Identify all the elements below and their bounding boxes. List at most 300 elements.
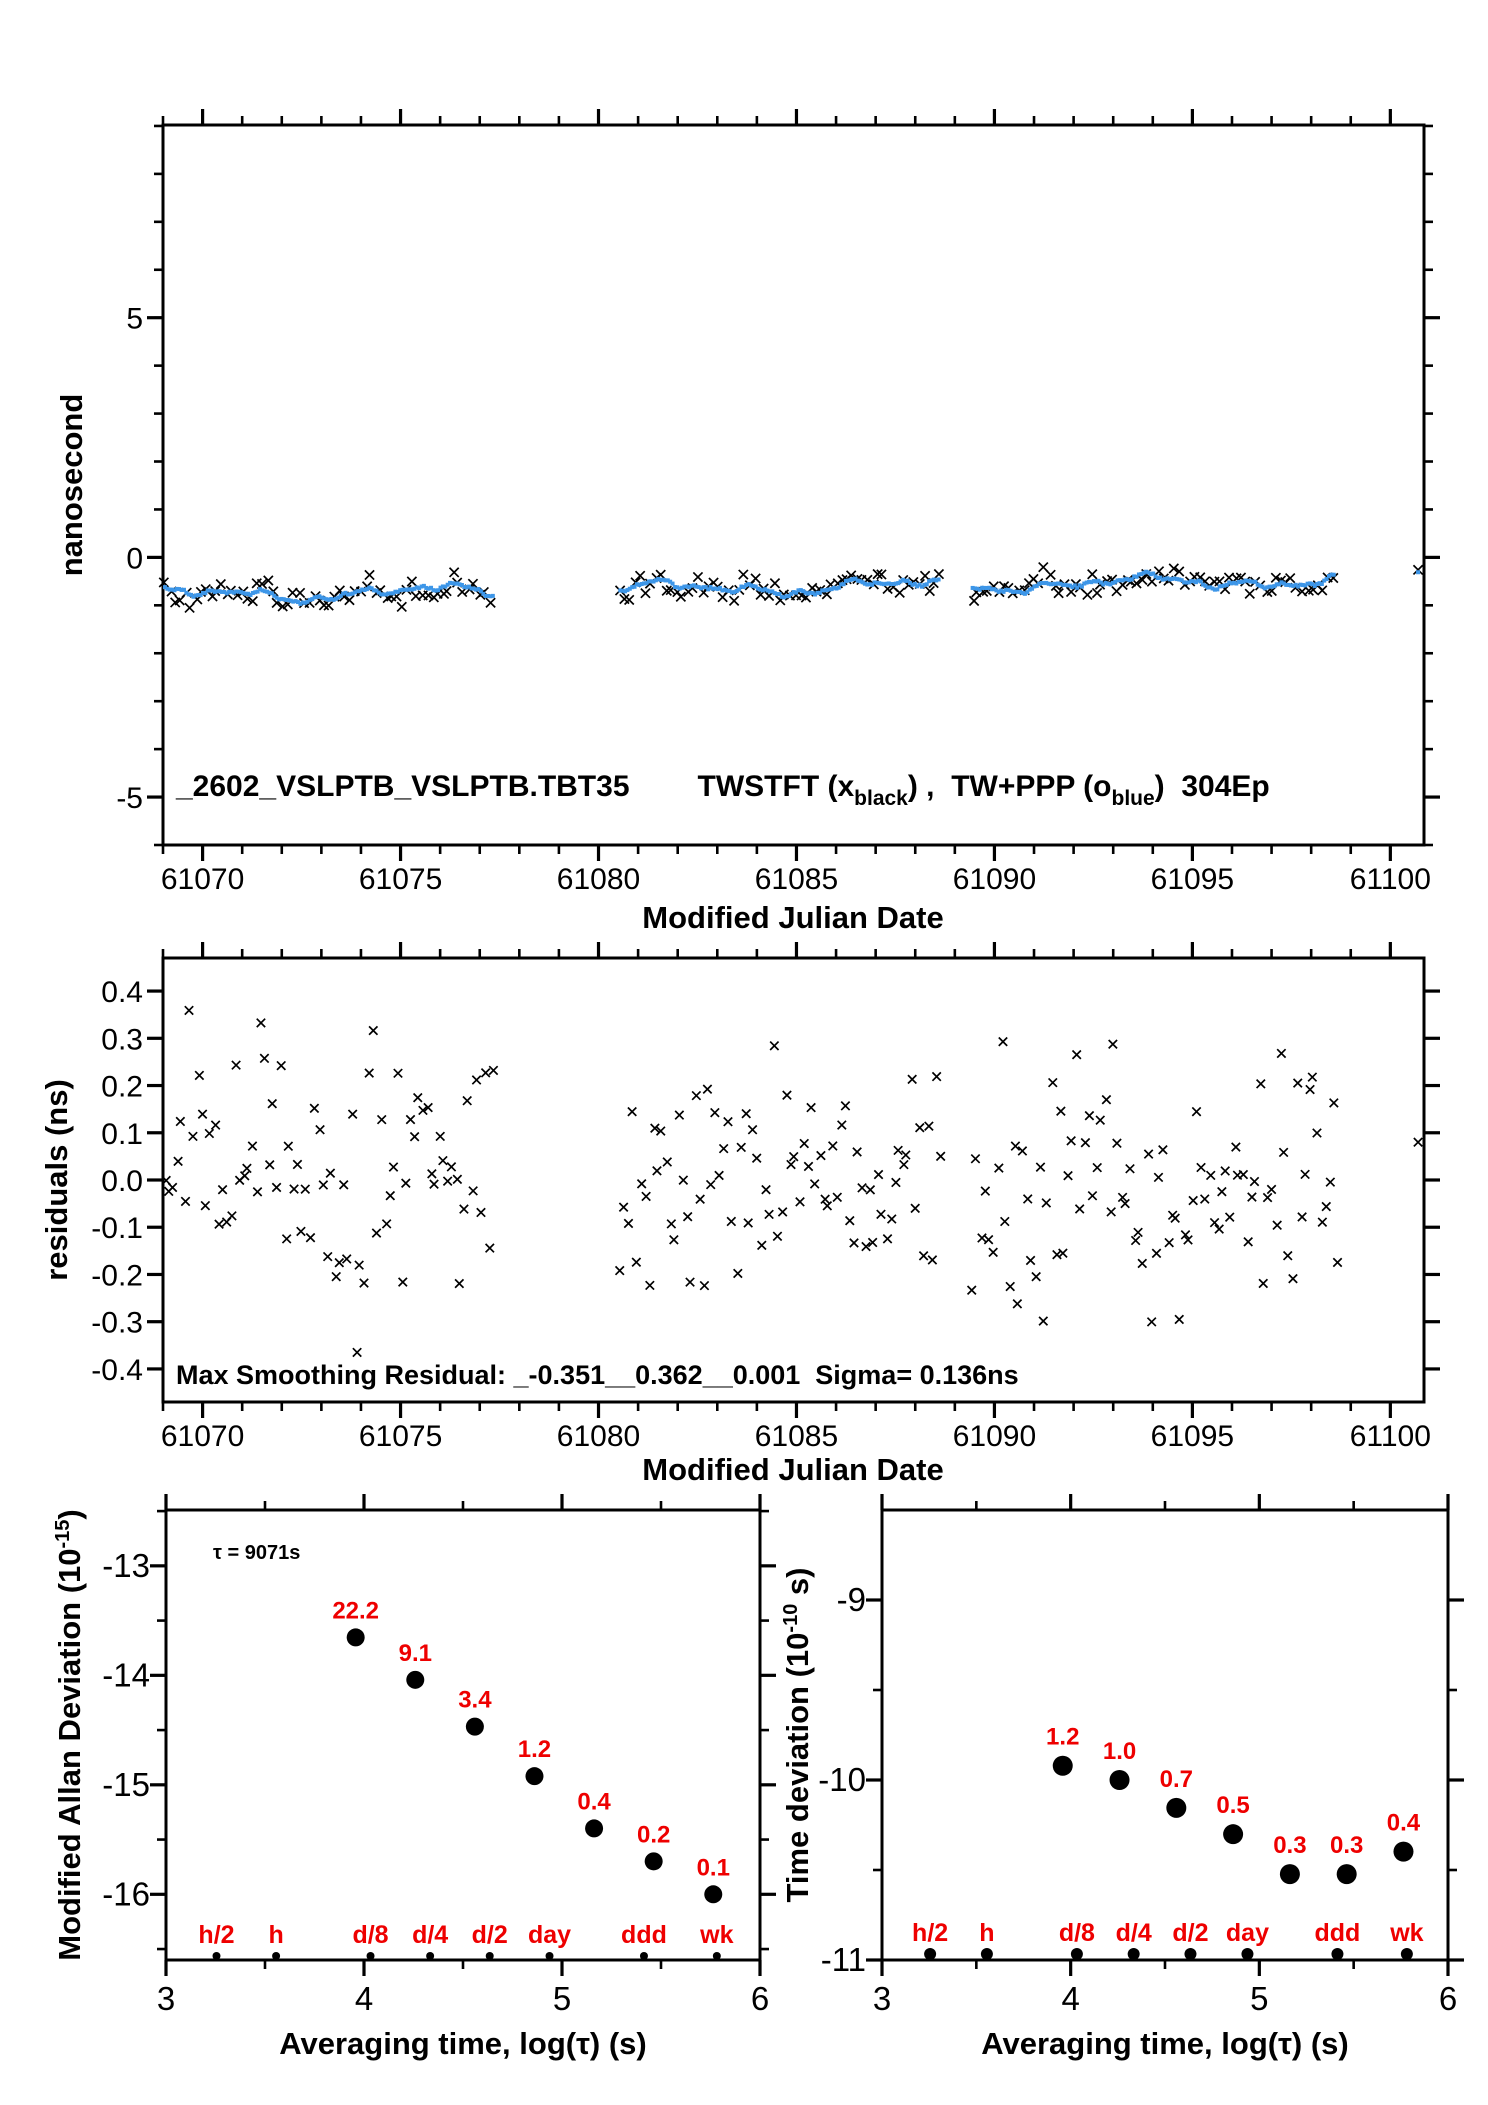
panel3-ylabel-text: Modified Allan Deviation (10 — [52, 1548, 87, 1961]
x-marker — [1088, 570, 1097, 579]
x-marker — [807, 1103, 815, 1111]
panel2-x-axis-label: Modified Julian Date — [642, 1452, 944, 1487]
x-marker — [739, 570, 748, 579]
panel1-title-twppp: ) , TW+PPP (o — [907, 770, 1112, 803]
x-marker — [181, 1197, 189, 1205]
x-marker — [888, 1215, 896, 1223]
value-label-1.0: 1.0 — [1102, 1738, 1137, 1765]
x-marker — [386, 1191, 394, 1199]
category-dot-d/4 — [1128, 1948, 1140, 1960]
x-marker — [894, 1146, 902, 1154]
x-marker — [1131, 1236, 1139, 1244]
x-marker — [1189, 1196, 1197, 1204]
x-marker — [778, 1208, 786, 1216]
x-marker — [372, 1229, 380, 1237]
axes-box — [166, 1510, 760, 1960]
data-point-9.1 — [406, 1671, 424, 1689]
x-marker — [436, 1132, 444, 1140]
x-marker — [1075, 1205, 1083, 1213]
tick-label: 61075 — [358, 1420, 443, 1453]
x-marker — [228, 1212, 236, 1220]
data-point-1.0 — [1110, 1770, 1130, 1790]
x-marker — [205, 1129, 213, 1137]
panel1-title-filename: _2602_VSLPTB_VSLPTB.TBT35 — [176, 770, 630, 803]
category-label-h: h — [979, 1919, 995, 1947]
x-marker — [683, 1212, 691, 1220]
x-marker — [853, 1148, 861, 1156]
x-marker — [241, 1172, 249, 1180]
tick-label: -5 — [116, 782, 143, 816]
x-marker — [365, 570, 374, 579]
x-marker — [1026, 1256, 1034, 1264]
x-marker — [394, 1069, 402, 1077]
x-marker — [693, 572, 702, 581]
x-marker — [675, 1111, 683, 1119]
x-marker — [696, 1195, 704, 1203]
x-marker — [340, 1181, 348, 1189]
x-marker — [742, 1109, 750, 1117]
x-marker — [838, 1121, 846, 1129]
x-marker — [326, 1169, 334, 1177]
x-marker — [969, 596, 978, 605]
panel4-ylabel-close: s) — [780, 1567, 815, 1604]
x-marker — [176, 1117, 184, 1125]
x-marker — [355, 1261, 363, 1269]
category-dot-h/2 — [212, 1952, 220, 1960]
x-marker — [1301, 1170, 1309, 1178]
x-marker — [477, 1208, 485, 1216]
square-marker — [491, 594, 495, 598]
x-marker — [428, 1170, 436, 1178]
x-marker — [1308, 1073, 1316, 1081]
x-marker — [804, 1162, 812, 1170]
x-marker — [1175, 1315, 1183, 1323]
x-marker — [900, 1160, 908, 1168]
x-marker — [632, 1258, 640, 1266]
x-marker — [1036, 1163, 1044, 1171]
tick-label: -16 — [102, 1875, 150, 1913]
square-marker — [1332, 573, 1336, 577]
x-marker — [1085, 1112, 1093, 1120]
category-label-ddd: ddd — [621, 1921, 667, 1949]
x-marker — [833, 1193, 841, 1201]
x-marker — [1318, 586, 1327, 595]
tick-label: -13 — [102, 1546, 150, 1584]
data-point-0.3 — [1337, 1864, 1357, 1884]
x-marker — [711, 1108, 719, 1116]
tick-label: -0.3 — [91, 1306, 143, 1340]
x-marker — [319, 1181, 327, 1189]
axes-box — [163, 125, 1424, 845]
x-marker — [1042, 1199, 1050, 1207]
x-marker — [1279, 1148, 1287, 1156]
category-label-d/8: d/8 — [352, 1921, 389, 1949]
x-marker — [443, 1177, 451, 1185]
x-marker — [1107, 1208, 1115, 1216]
x-marker — [1218, 1188, 1226, 1196]
data-point-22.2 — [347, 1628, 365, 1646]
panel1-y-axis-label: nanosecond — [54, 393, 89, 577]
x-marker — [1147, 577, 1156, 586]
x-marker — [866, 1186, 874, 1194]
x-marker — [1294, 1079, 1302, 1087]
x-marker — [753, 1154, 761, 1162]
x-marker — [345, 596, 354, 605]
value-label-22.2: 22.2 — [332, 1597, 380, 1625]
x-marker — [727, 1217, 735, 1225]
x-marker — [663, 1158, 671, 1166]
x-marker — [1289, 1274, 1297, 1282]
x-marker — [968, 1286, 976, 1294]
x-marker — [1318, 1218, 1326, 1226]
x-marker — [1284, 1252, 1292, 1260]
x-marker — [195, 1071, 203, 1079]
data-point-0.1 — [704, 1885, 722, 1903]
x-marker — [1024, 1195, 1032, 1203]
x-marker — [787, 1160, 795, 1168]
tick-label: 5 — [1250, 1980, 1269, 2017]
data-point-1.2 — [525, 1767, 543, 1785]
x-marker — [248, 1142, 256, 1150]
x-marker — [353, 1348, 361, 1356]
x-marker — [1092, 588, 1101, 597]
x-marker — [1032, 1272, 1040, 1280]
panel-time-deviation — [818, 1494, 1464, 2017]
category-label-d/4: d/4 — [1115, 1919, 1152, 1947]
tick-label: 61085 — [754, 1420, 839, 1453]
x-marker — [1018, 1147, 1026, 1155]
x-marker — [999, 1037, 1007, 1045]
x-marker — [1154, 1173, 1162, 1181]
x-marker — [1259, 1279, 1267, 1287]
x-marker — [232, 1061, 240, 1069]
x-marker — [637, 1180, 645, 1188]
x-marker — [1067, 1137, 1075, 1145]
x-marker — [297, 1227, 305, 1235]
category-dot-d/2 — [486, 1952, 494, 1960]
x-marker — [762, 1185, 770, 1193]
x-marker — [751, 574, 760, 583]
category-dot-d/8 — [367, 1952, 375, 1960]
x-marker — [748, 1126, 756, 1134]
x-marker — [646, 1281, 654, 1289]
x-marker — [817, 1151, 825, 1159]
axes-box — [882, 1510, 1448, 1960]
x-marker — [1273, 1221, 1281, 1229]
x-marker — [447, 1163, 455, 1171]
data-point-1.2 — [1053, 1756, 1073, 1776]
square-marker — [671, 582, 675, 586]
x-marker — [397, 602, 406, 611]
tick-label: 0 — [126, 542, 143, 576]
x-marker — [430, 1180, 438, 1188]
x-marker — [936, 1152, 944, 1160]
x-marker — [215, 1220, 223, 1228]
x-marker — [850, 1239, 858, 1247]
tick-label: 61075 — [358, 863, 443, 896]
x-marker — [800, 1139, 808, 1147]
x-marker — [486, 1244, 494, 1252]
x-marker — [829, 1142, 837, 1150]
panel1-title — [176, 770, 1270, 810]
x-marker — [1057, 1107, 1065, 1115]
x-marker — [378, 1115, 386, 1123]
x-marker — [1207, 1171, 1215, 1179]
x-marker — [984, 1235, 992, 1243]
x-marker — [1192, 1107, 1200, 1115]
tick-label: 61090 — [952, 1420, 1037, 1453]
x-marker — [874, 1170, 882, 1178]
panel3-y-axis-label — [52, 1509, 88, 1960]
x-marker — [920, 571, 929, 580]
x-marker — [253, 1188, 261, 1196]
x-marker — [489, 1066, 497, 1074]
x-marker — [1053, 1250, 1061, 1258]
x-marker — [1046, 570, 1055, 579]
x-marker — [360, 1279, 368, 1287]
x-marker — [925, 1122, 933, 1130]
tick-label: -11 — [820, 1941, 866, 1978]
tick-label: 61100 — [1349, 1420, 1431, 1453]
tick-label: 6 — [1438, 1980, 1458, 2017]
x-marker — [928, 1256, 936, 1264]
x-marker — [455, 1279, 463, 1287]
category-dot-d/8 — [1071, 1948, 1083, 1960]
x-marker — [185, 1006, 193, 1014]
tick-label: 3 — [872, 1980, 892, 2017]
category-label-d/2: d/2 — [471, 1921, 508, 1949]
x-marker — [902, 1151, 910, 1159]
x-marker — [628, 1107, 636, 1115]
x-marker — [1286, 574, 1295, 583]
panel3-ylabel-exponent: -15 — [52, 1519, 74, 1549]
category-label-h: h — [268, 1921, 284, 1949]
x-marker — [1322, 1202, 1330, 1210]
x-marker — [268, 1099, 276, 1107]
x-marker — [1006, 1282, 1014, 1290]
value-label-0.4: 0.4 — [1386, 1809, 1421, 1837]
x-marker — [744, 1219, 752, 1227]
x-marker — [1072, 1051, 1080, 1059]
panel3-ylabel-close: ) — [52, 1509, 87, 1520]
panel1-title-sub-blue: blue — [1111, 787, 1155, 810]
tick-label: 61090 — [952, 863, 1037, 896]
tick-label: -15 — [102, 1765, 150, 1803]
category-label-d/2: d/2 — [1172, 1919, 1209, 1947]
x-marker — [734, 1269, 742, 1277]
panel-modified-allan-deviation — [102, 1494, 776, 2017]
x-marker — [463, 1097, 471, 1105]
data-point-0.5 — [1223, 1824, 1243, 1844]
x-marker — [724, 1118, 732, 1126]
x-marker — [719, 1144, 727, 1152]
x-marker — [472, 1076, 480, 1084]
x-marker — [211, 1121, 219, 1129]
x-marker — [469, 1187, 477, 1195]
category-dot-day — [1241, 1948, 1253, 1960]
x-marker — [198, 1110, 206, 1118]
x-marker — [642, 1192, 650, 1200]
x-marker — [1298, 1213, 1306, 1221]
x-marker — [284, 1142, 292, 1150]
tick-label: 4 — [354, 1980, 374, 2017]
value-label-0.4: 0.4 — [577, 1788, 611, 1816]
x-marker — [1093, 1163, 1101, 1171]
axes-box — [163, 958, 1424, 1402]
panel1-title-sub-black: black — [854, 787, 908, 810]
x-marker — [773, 1232, 781, 1240]
category-dot-wk — [713, 1952, 721, 1960]
x-marker — [257, 1019, 265, 1027]
tick-label: -0.1 — [91, 1212, 143, 1246]
x-marker — [399, 1278, 407, 1286]
x-marker — [1083, 590, 1092, 599]
value-label-0.5: 0.5 — [1216, 1792, 1250, 1820]
x-marker — [1306, 1085, 1314, 1093]
value-label-3.4: 3.4 — [458, 1686, 492, 1714]
x-marker — [1414, 1138, 1422, 1146]
x-marker — [460, 1205, 468, 1213]
category-dot-d/2 — [1184, 1948, 1196, 1960]
panel1-title-epochs: ) 304Ep — [1154, 770, 1270, 803]
x-marker — [1159, 1146, 1167, 1154]
x-marker — [1113, 1139, 1121, 1147]
x-marker — [406, 1115, 414, 1123]
category-dot-day — [546, 1952, 554, 1960]
x-marker — [1138, 1259, 1146, 1267]
x-marker — [934, 569, 943, 578]
x-marker — [216, 580, 225, 589]
x-marker — [1102, 1095, 1110, 1103]
x-marker — [916, 1123, 924, 1131]
x-marker — [453, 1175, 461, 1183]
tick-label: -10 — [818, 1761, 866, 1798]
x-marker — [1277, 1049, 1285, 1057]
x-marker — [272, 1183, 280, 1191]
x-marker — [653, 1167, 661, 1175]
x-marker — [410, 1133, 418, 1141]
x-marker — [348, 1110, 356, 1118]
x-marker — [1171, 1214, 1179, 1222]
x-marker — [1201, 1195, 1209, 1203]
x-marker — [981, 1187, 989, 1195]
x-marker — [243, 1164, 251, 1172]
category-label-day: day — [527, 1921, 572, 1949]
panel4-ylabel-text: Time deviation (10 — [780, 1632, 815, 1903]
x-marker — [290, 1185, 298, 1193]
x-marker — [616, 1266, 624, 1274]
panel1-x-axis-label: Modified Julian Date — [642, 900, 944, 935]
value-label-1.2: 1.2 — [517, 1736, 552, 1764]
x-marker — [1248, 1193, 1256, 1201]
tick-label: -0.4 — [91, 1353, 143, 1387]
x-marker — [369, 1026, 377, 1034]
tick-label: 0.1 — [101, 1117, 143, 1151]
x-marker — [877, 1210, 885, 1218]
value-label-9.1: 9.1 — [398, 1639, 432, 1667]
x-marker — [790, 1152, 798, 1160]
x-marker — [1245, 589, 1254, 598]
tick-label: 6 — [750, 1980, 770, 2017]
x-marker — [185, 603, 194, 612]
x-marker — [301, 1185, 309, 1193]
panel4-x-axis-label: Averaging time, log(τ) (s) — [981, 2026, 1349, 2061]
x-marker — [1013, 1300, 1021, 1308]
panel3-x-axis-label: Averaging time, log(τ) (s) — [279, 2026, 647, 2061]
x-marker — [1221, 1167, 1229, 1175]
x-marker — [324, 1252, 332, 1260]
category-dot-h/2 — [924, 1948, 936, 1960]
x-marker — [670, 1236, 678, 1244]
data-point-0.4 — [585, 1819, 603, 1837]
x-marker — [971, 1155, 979, 1163]
x-marker — [883, 1235, 891, 1243]
category-label-h/2: h/2 — [912, 1919, 949, 1947]
x-marker — [846, 1216, 854, 1224]
x-marker — [168, 1183, 176, 1191]
value-label-1.2: 1.2 — [1046, 1723, 1080, 1751]
category-label-wk: wk — [700, 1921, 734, 1949]
panel1-title-twstft: TWSTFT (x — [697, 770, 855, 803]
x-marker — [389, 1163, 397, 1171]
tick-label: 0.3 — [101, 1023, 143, 1057]
tick-label: -0.2 — [91, 1259, 143, 1293]
x-marker — [1267, 1185, 1275, 1193]
tick-label: 0.2 — [101, 1070, 143, 1104]
x-marker — [823, 1202, 831, 1210]
category-dot-h — [272, 1952, 280, 1960]
x-marker — [1333, 1258, 1341, 1266]
x-marker — [1126, 1165, 1134, 1173]
tick-label: 61095 — [1150, 863, 1235, 896]
tick-label: 5 — [126, 302, 143, 336]
series-TWSTFT — [159, 563, 1422, 613]
x-marker — [1064, 1171, 1072, 1179]
x-marker — [679, 1176, 687, 1184]
x-marker — [1244, 1238, 1252, 1246]
x-marker — [770, 1042, 778, 1050]
tick-label: 61095 — [1150, 1420, 1235, 1453]
x-marker — [932, 1072, 940, 1080]
x-marker — [1039, 1317, 1047, 1325]
category-label-d/4: d/4 — [412, 1921, 449, 1949]
x-marker — [1152, 1249, 1160, 1257]
x-marker — [692, 1091, 700, 1099]
x-marker — [737, 1143, 745, 1151]
data-point-0.3 — [1280, 1864, 1300, 1884]
x-marker — [995, 1164, 1003, 1172]
x-marker — [1109, 1040, 1117, 1048]
x-marker — [858, 1184, 866, 1192]
x-marker — [218, 1185, 226, 1193]
category-dot-ddd — [640, 1952, 648, 1960]
value-label-0.3: 0.3 — [1273, 1832, 1307, 1860]
x-marker — [715, 1171, 723, 1179]
x-marker — [1263, 1193, 1271, 1201]
x-marker — [796, 1198, 804, 1206]
x-marker — [1088, 1192, 1096, 1200]
x-marker — [624, 1219, 632, 1227]
data-point-0.2 — [645, 1852, 663, 1870]
category-label-wk: wk — [1390, 1919, 1424, 1947]
tick-label: 61080 — [556, 863, 641, 896]
x-marker — [641, 589, 650, 598]
x-marker — [414, 1093, 422, 1101]
x-marker — [703, 1085, 711, 1093]
data-point-3.4 — [466, 1718, 484, 1736]
x-marker — [174, 1157, 182, 1165]
category-dot-h — [981, 1948, 993, 1960]
